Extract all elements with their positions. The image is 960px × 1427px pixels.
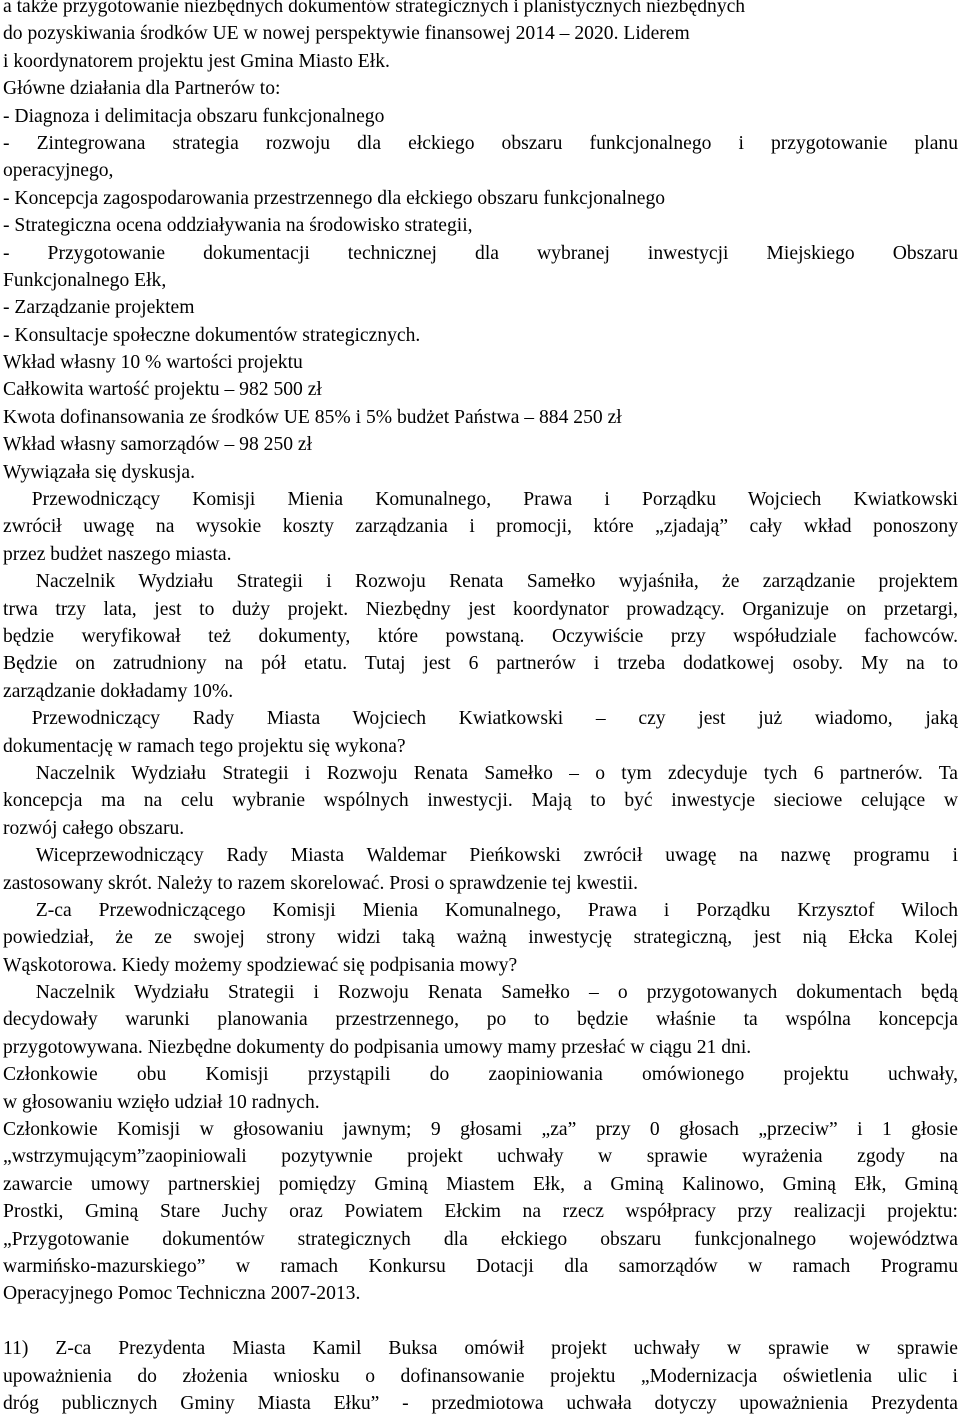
blank-line [3, 1308, 958, 1335]
text-line: a także przygotowanie niezbędnych dokumentów strategicznych i planistycznych niezbędnych [3, 0, 746, 17]
text-line: Wiceprzewodniczący Rady Miasta Waldemar Pieńkowski zwrócił uwagę na nazwę programu i [35, 845, 958, 867]
text-line: „Przygotowanie dokumentów strategicznych dla ełckiego obszaru funkcjonalnego województwa [3, 1228, 958, 1250]
text-line: Członkowie Komisji w głosowaniu jawnym; 9 głosami „za” przy 0 głosach „przeciw” i 1 głosie [3, 1119, 958, 1141]
text-line: zwrócił uwagę na wysokie koszty zarządzania i promocji, które „zjadają” cały wkład ponoszony [3, 516, 958, 538]
text-line: - Konsultacje społeczne dokumentów strategicznych. [3, 324, 421, 346]
text-line: przez budżet naszego miasta. [3, 543, 232, 565]
text-line: dróg publicznych Gminy Miasta Ełku” - przedmiotowa uchwała dotyczy upoważnienia Prezydenta [3, 1392, 958, 1414]
text-line: upoważnienia do złożenia wniosku o dofinansowanie projektu „Modernizacja oświetlenia ulic i [3, 1365, 958, 1387]
text-line: powiedział, że ze swojej strony widzi taką ważną inwestycję strategiczną, jest nią Ełcka Kolej [3, 927, 958, 949]
text-line: Całkowita wartość projektu – 982 500 zł [3, 379, 322, 401]
text-line: do pozyskiwania środków UE w nowej perspektywie finansowej 2014 – 2020. Liderem [3, 23, 690, 45]
text-line: Wkład własny samorządów – 98 250 zł [3, 434, 313, 456]
text-line: - Strategiczna ocena oddziaływania na środowisko strategii, [3, 215, 473, 237]
text-line: Przewodniczący Komisji Mienia Komunalnego, Prawa i Porządku Wojciech Kwiatkowski [31, 489, 958, 511]
text-line: - Przygotowanie dokumentacji technicznej dla wybranej inwestycji Miejskiego Obszaru [3, 242, 958, 264]
text-line: Wkład własny 10 % wartości projektu [3, 352, 303, 374]
text-line: rozwój całego obszaru. [3, 817, 185, 839]
text-line: zawarcie umowy partnerskiej pomiędzy Gminą Miastem Ełk, a Gminą Kalinowo, Gminą Ełk, Gminą [3, 1173, 958, 1195]
text-line: Wąskotorowa. Kiedy możemy spodziewać się podpisania mowy? [3, 954, 518, 976]
text-line: trwa trzy lata, jest to duży projekt. Niezbędny jest koordynator prowadzący. Organizuje on przetargi, [3, 598, 958, 620]
text-line: - Zintegrowana strategia rozwoju dla ełckiego obszaru funkcjonalnego i przygotowanie planu [3, 132, 958, 154]
text-line: - Diagnoza i delimitacja obszaru funkcjonalnego [3, 105, 385, 127]
text-line: w głosowaniu wzięło udział 10 radnych. [3, 1091, 320, 1113]
text-line: - Koncepcja zagospodarowania przestrzennego dla ełckiego obszaru funkcjonalnego [3, 187, 666, 209]
text-line: Będzie on zatrudniony na pół etatu. Tutaj jest 6 partnerów i trzeba dodatkowej osoby. My na to [3, 653, 958, 675]
text-line: przygotowywana. Niezbędne dokumenty do podpisania umowy mamy przesłać w ciągu 21 dni. [3, 1036, 752, 1058]
text-line: zastosowany skrót. Należy to razem skorelować. Prosi o sprawdzenie tej kwestii. [3, 872, 638, 894]
text-line: Naczelnik Wydziału Strategii i Rozwoju Renata Samełko – o przygotowanych dokumentach będą [35, 982, 958, 1004]
text-line: i koordynatorem projektu jest Gmina Miasto Ełk. [3, 50, 390, 72]
text-line: Kwota dofinansowania ze środków UE 85% i 5% budżet Państwa – 884 250 zł [3, 406, 622, 428]
text-line: Prostki, Gminą Stare Juchy oraz Powiatem Ełckim na rzecz współpracy przy realizacji projektu: [3, 1201, 958, 1223]
text-line: Naczelnik Wydziału Strategii i Rozwoju Renata Samełko wyjaśniła, że zarządzanie projektem [35, 571, 958, 593]
text-line: Członkowie obu Komisji przystąpili do zaopiniowania omówionego projektu uchwały, [3, 1064, 958, 1086]
text-line: - Zarządzanie projektem [3, 297, 195, 319]
text-line: dokumentację w ramach tego projektu się wykona? [3, 735, 406, 757]
text-line: zarządzanie dokładamy 10%. [3, 680, 234, 702]
text-line: Wywiązała się dyskusja. [3, 461, 195, 483]
text-line: Operacyjnego Pomoc Techniczna 2007-2013. [3, 1283, 361, 1305]
text-line: warmińsko-mazurskiego” w ramach Konkursu Dotacji dla samorządów w ramach Programu [3, 1255, 958, 1277]
text-line: Naczelnik Wydziału Strategii i Rozwoju Renata Samełko – o tym zdecyduje tych 6 partnerów. Ta [35, 762, 958, 784]
text-line: 11) Z-ca Prezydenta Miasta Kamil Buksa omówił projekt uchwały w sprawie w sprawie [3, 1338, 958, 1360]
text-line: koncepcja ma na celu wybranie wspólnych inwestycji. Mają to być inwestycje sieciowe celujące w [3, 790, 958, 812]
text-line: decydowały warunki planowania przestrzennego, po to będzie właśnie ta wspólna koncepcja [3, 1009, 958, 1031]
text-line: Przewodniczący Rady Miasta Wojciech Kwiatkowski – czy jest już wiadomo, jaką [31, 708, 958, 730]
text-line: Funkcjonalnego Ełk, [3, 269, 167, 291]
text-line: operacyjnego, [3, 160, 114, 182]
text-line: Główne działania dla Partnerów to: [3, 78, 281, 100]
text-line: będzie weryfikował też dokumenty, które powstaną. Oczywiście przy współudziale fachowców. [3, 625, 958, 647]
text-line: „wstrzymującym”zaopiniowali pozytywnie projekt uchwały w sprawie wyrażenia zgody na [3, 1146, 958, 1168]
text-line: Z-ca Przewodniczącego Komisji Mienia Komunalnego, Prawa i Porządku Krzysztof Wiloch [35, 899, 958, 921]
